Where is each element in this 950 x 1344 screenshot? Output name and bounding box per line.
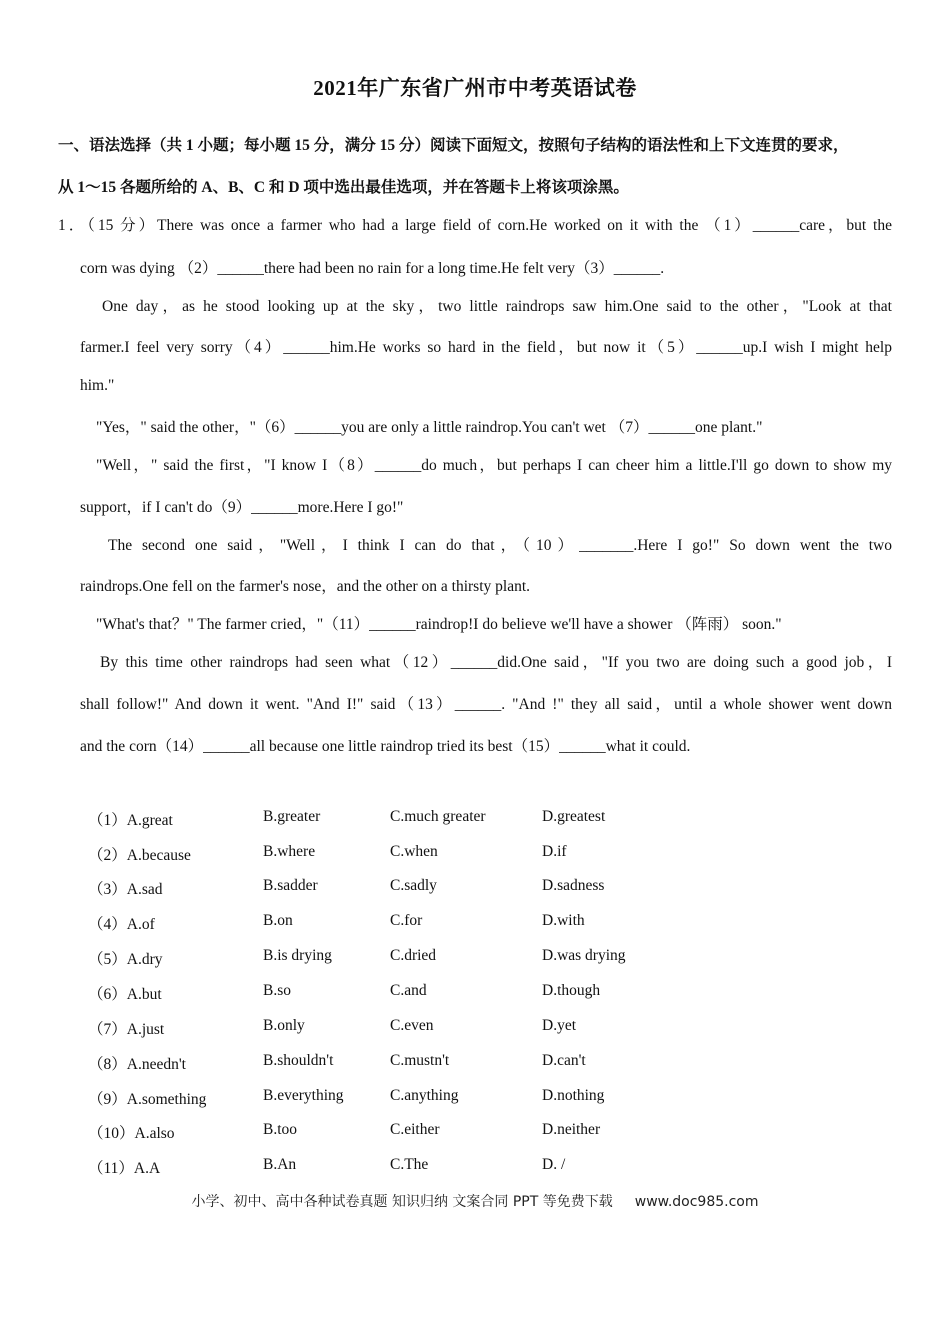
passage-line: "What's that？" The farmer cried，"（11）______raindrop!I do believe we'll have a shower （阵雨） soon." — [96, 616, 782, 633]
option-b: B.shouldn't — [263, 1052, 334, 1069]
option-a: （2）A.because — [88, 847, 191, 864]
option-b: B.so — [263, 982, 291, 999]
passage-line: corn was dying （2）______there had been no rain for a long time.He felt very（3）______. — [80, 260, 665, 277]
passage-line: farmer.I feel very sorry（4）______him.He works so hard in the field，but now it（5）______up.I wish I might help — [80, 339, 892, 356]
option-c: C.sadly — [390, 877, 437, 894]
option-d: D. / — [542, 1156, 566, 1173]
option-c: C.much greater — [390, 808, 486, 825]
option-a: （3）A.sad — [88, 881, 163, 898]
passage-line: "Yes，" said the other，"（6）______you are only a little raindrop.You can't wet （7）______one plant." — [96, 419, 763, 436]
option-c: C.The — [390, 1156, 429, 1173]
passage-line: raindrops.One fell on the farmer's nose，and the other on a thirsty plant. — [80, 578, 531, 595]
passage-line: By this time other raindrops had seen what（12）______did.One said，"If you two are doing such a good job，I — [100, 654, 892, 671]
option-d: D.nothing — [542, 1087, 605, 1104]
section-instruction-line-1: 一、语法选择（共 1 小题；每小题 15 分，满分 15 分）阅读下面短文，按照句子结构的语法性和上下文连贯的要求， — [58, 137, 849, 154]
option-d: D.yet — [542, 1017, 577, 1034]
passage-line: One day，as he stood looking up at the sky，two little raindrops saw him.One said to the other，"Look at that — [102, 298, 892, 315]
footer-url-link[interactable]: www.doc985.com — [634, 1194, 759, 1210]
option-c: C.for — [390, 912, 423, 929]
passage-line: "Well，" said the first，"I know I（8）______do much，but perhaps I can cheer him a little.I'll go down to show my — [96, 457, 892, 474]
option-d: D.can't — [542, 1052, 586, 1069]
option-a: （6）A.but — [88, 986, 162, 1003]
option-a: （4）A.of — [88, 916, 155, 933]
section-instruction-line-2: 从 1～15 各题所给的 A、B、C 和 D 项中选出最佳选项，并在答题卡上将该项涂黑。 — [58, 179, 629, 196]
option-b: B.greater — [263, 808, 321, 825]
option-b: B.is drying — [263, 947, 332, 964]
option-a: （5）A.dry — [88, 951, 163, 968]
option-d: D.sadness — [542, 877, 605, 894]
footer-text: 小学、初中、高中各种试卷真题 知识归纳 文案合同 PPT 等免费下载 — [191, 1194, 613, 1210]
passage-line: and the corn（14）______all because one little raindrop tried its best（15）______what it could. — [80, 738, 691, 755]
option-b: B.where — [263, 843, 316, 860]
option-c: C.anything — [390, 1087, 459, 1104]
option-b: B.An — [263, 1156, 297, 1173]
option-c: C.mustn't — [390, 1052, 450, 1069]
passage-line: shall follow!" And down it went. "And I!" said（13）______. "And !" they all said，until a whole shower went down — [80, 696, 892, 713]
option-b: B.sadder — [263, 877, 318, 894]
passage-line: 1．（15 分）There was once a farmer who had a large field of corn.He worked on it with the （1）______care，but the — [58, 217, 892, 234]
page-title: 2021年广东省广州市中考英语试卷 — [313, 76, 637, 100]
option-d: D.neither — [542, 1121, 601, 1138]
option-c: C.and — [390, 982, 427, 999]
option-a: （11）A.A — [88, 1160, 161, 1177]
option-b: B.too — [263, 1121, 298, 1138]
option-c: C.even — [390, 1017, 434, 1034]
option-d: D.though — [542, 982, 601, 999]
passage-line: The second one said，"Well，I think I can do that，（10）_______.Here I go!" So down went the two — [108, 537, 892, 554]
passage-line: support，if I can't do（9）______more.Here I go!" — [80, 499, 404, 516]
option-b: B.everything — [263, 1087, 344, 1104]
option-d: D.was drying — [542, 947, 626, 964]
option-d: D.if — [542, 843, 567, 860]
option-a: （1）A.great — [88, 812, 173, 829]
option-c: C.either — [390, 1121, 440, 1138]
option-c: C.dried — [390, 947, 437, 964]
option-b: B.only — [263, 1017, 305, 1034]
page-footer — [0, 1191, 950, 1211]
option-a: （8）A.needn't — [88, 1056, 186, 1073]
option-d: D.greatest — [542, 808, 606, 825]
option-b: B.on — [263, 912, 293, 929]
option-a: （10）A.also — [88, 1125, 175, 1142]
option-a: （7）A.just — [88, 1021, 165, 1038]
option-c: C.when — [390, 843, 438, 860]
option-d: D.with — [542, 912, 585, 929]
passage-line: him." — [80, 377, 115, 394]
option-a: （9）A.something — [88, 1091, 207, 1108]
